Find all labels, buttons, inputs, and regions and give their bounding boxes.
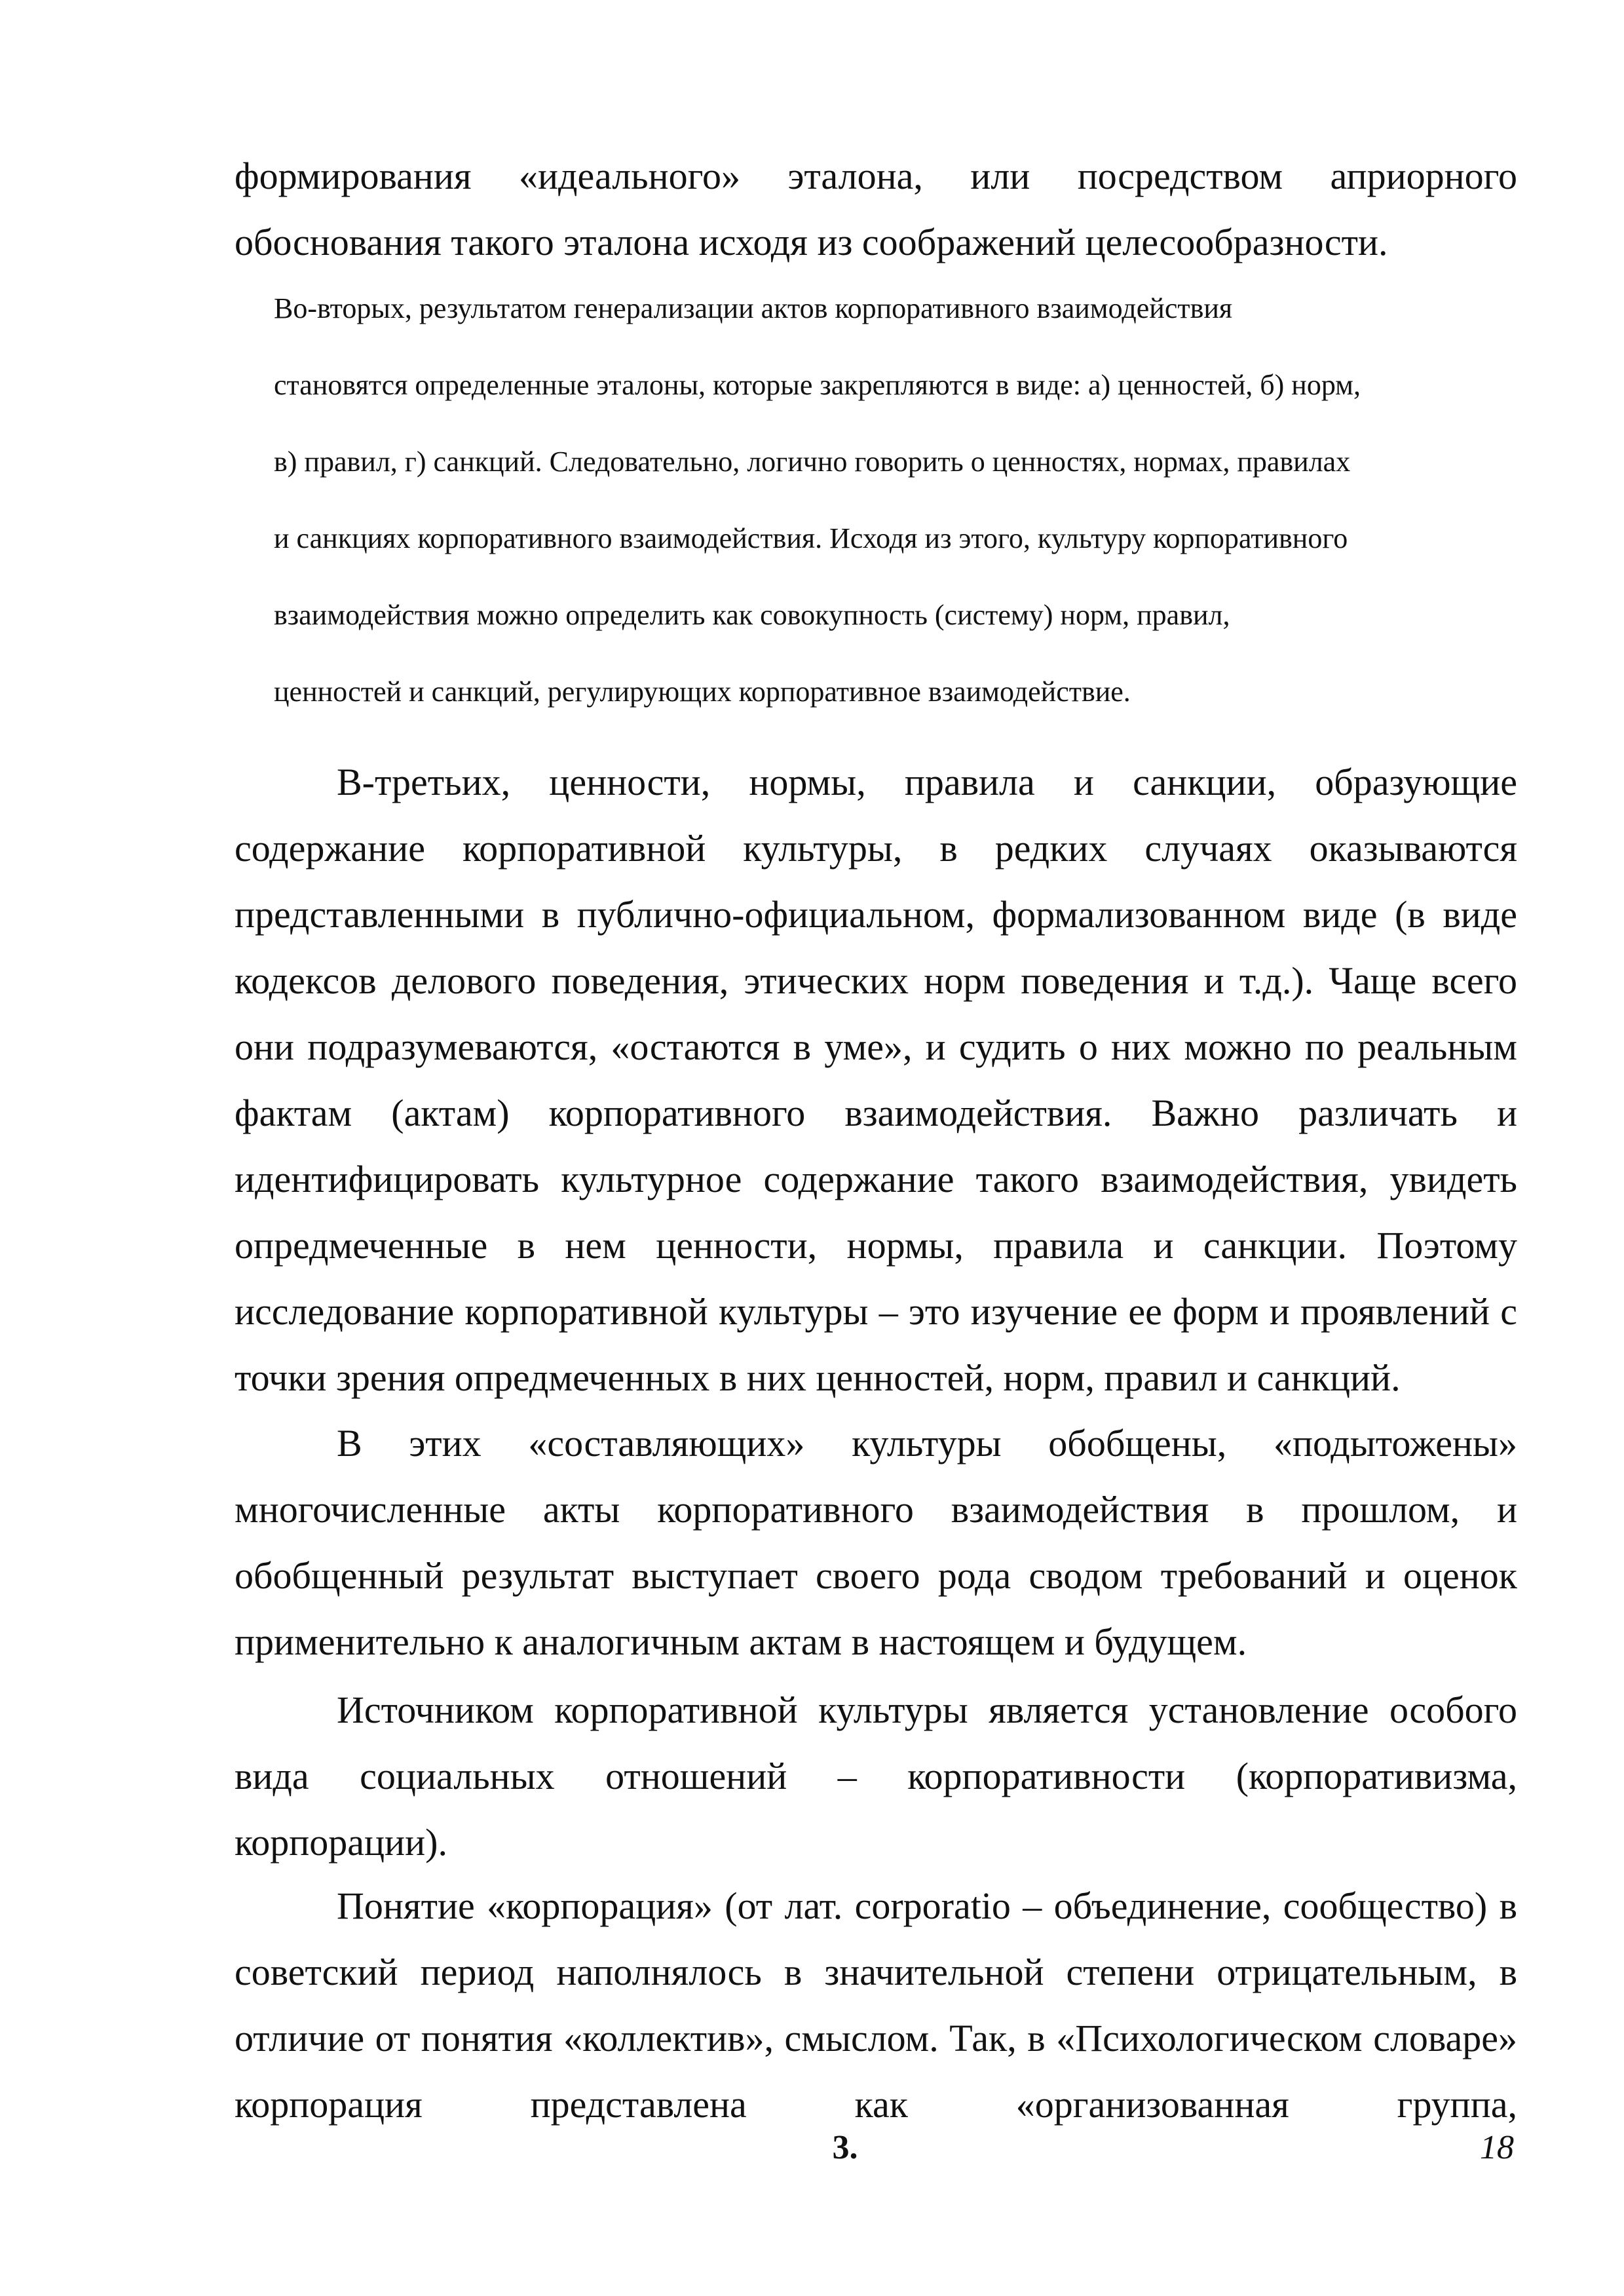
small-block-line-4: и санкциях корпоративного взаимодействия. Исходя из этого, культуру корпоративного [274,522,1348,554]
top-paragraph-line-1: формирования «идеального» эталона, или посредством априорного [235,155,1517,197]
small-block-line-6: ценностей и санкций, регулирующих корпоративное взаимодействие. [274,676,1131,708]
small-block-line-1: Во-вторых, результатом генерализации актов корпоративного взаимодействия [274,292,1233,324]
small-block-line-5: взаимодействия можно определить как совокупность (систему) норм, правил, [274,599,1230,631]
paragraph-third: В-третьих, ценности, нормы, правила и санкции, образующие содержание корпоративной культуры, в редких случаях оказываются представленными в публично-официальном, формализованном виде (в виде кодексов делового поведения, этических норм поведения и т.д.). Чаще всего они подразумеваются, «остаются в уме», и судить о них можно по реальным фактам (актам) корпоративного взаимодействия. Важно различать и идентифицировать культурное содержание такого взаимодействия, увидеть опредмеченные в нем ценности, нормы, правила и санкции. Поэтому исследование корпоративной культуры – это изучение ее форм и проявлений с точки зрения опредмеченных в них ценностей, норм, правил и санкций. [235,761,1517,1399]
top-paragraph-line-2: обоснования такого эталона исходя из соображений целесообразности. [235,221,1388,263]
section-number: 3. [832,2129,858,2166]
small-block-line-3: в) правил, г) санкций. Следовательно, логично говорить о ценностях, нормах, правилах [274,446,1351,478]
paragraph-source: Источником корпоративной культуры является установление особого вида социальных отношений – корпоративности (корпоративизма, корпорации). [235,1689,1517,1864]
paragraph-components: В этих «составляющих» культуры обобщены, «подытожены» многочисленные акты корпоративного взаимодействия в прошлом, и обобщенный результат выступает своего рода сводом требований и оценок применительно к аналогичным актам в настоящем и будущем. [235,1422,1517,1663]
small-block-line-2: становятся определенные эталоны, которые закрепляются в виде: а) ценностей, б) норм, [274,369,1361,401]
paragraph-concept: Понятие «корпорация» (от лат. corporatio – объединение, сообщество) в советский период наполнялось в значительной степени отрицательным, в отличие от понятия «коллектив», смыслом. Так, в «Психологическом словаре» корпорация представлена как «организованная группа, [235,1885,1517,2126]
page-number: 18 [1480,2129,1514,2166]
